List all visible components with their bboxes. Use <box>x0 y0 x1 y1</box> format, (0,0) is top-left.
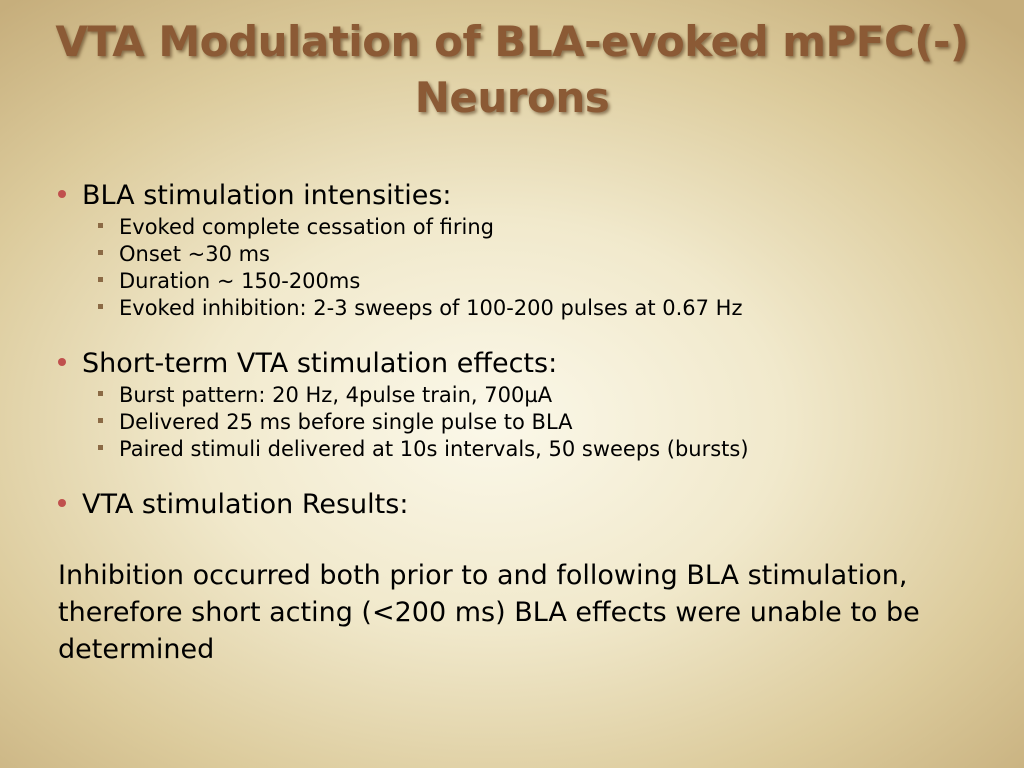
bullet-text: VTA stimulation Results: <box>82 489 409 520</box>
sublist-vta-effects <box>98 382 978 463</box>
sub-bullet <box>98 268 978 295</box>
sublist-bla-stimulation <box>98 214 978 322</box>
bullet-bla-stimulation <box>58 178 978 214</box>
sub-bullet-text: Burst pattern: 20 Hz, 4pulse train, 700µA <box>119 383 553 407</box>
square-bullet-icon <box>98 418 103 423</box>
bullet-vta-effects <box>58 346 978 382</box>
bullet-dot-icon <box>58 499 66 507</box>
square-bullet-icon <box>98 223 103 228</box>
conclusion-paragraph: Inhibition occurred both prior to and following BLA stimulation, therefore short acting (<200 ms) BLA effects were unable to be determined <box>58 560 920 665</box>
sub-bullet <box>98 295 978 322</box>
square-bullet-icon <box>98 391 103 396</box>
bullet-text: Short-term VTA stimulation effects: <box>82 348 558 379</box>
square-bullet-icon <box>98 304 103 309</box>
sub-bullet-text: Delivered 25 ms before single pulse to BLA <box>119 410 573 434</box>
sub-bullet <box>98 436 978 463</box>
slide-title: VTA Modulation of BLA-evoked mPFC(-) Neurons <box>55 17 969 122</box>
bullet-dot-icon <box>58 358 66 366</box>
square-bullet-icon <box>98 277 103 282</box>
bullet-vta-results <box>58 487 978 523</box>
sub-bullet <box>98 382 978 409</box>
bullet-dot-icon <box>58 190 66 198</box>
sub-bullet <box>98 214 978 241</box>
sub-bullet-text: Onset ~30 ms <box>119 242 270 266</box>
sub-bullet <box>98 241 978 268</box>
sub-bullet-text: Evoked complete cessation of firing <box>119 215 495 239</box>
bullet-text: BLA stimulation intensities: <box>82 180 452 211</box>
sub-bullet-text: Evoked inhibition: 2-3 sweeps of 100-200 pulses at 0.67 Hz <box>119 296 743 320</box>
sub-bullet-text: Paired stimuli delivered at 10s intervals, 50 sweeps (bursts) <box>119 437 749 461</box>
square-bullet-icon <box>98 445 103 450</box>
square-bullet-icon <box>98 250 103 255</box>
slide-content <box>58 178 978 668</box>
sub-bullet <box>98 409 978 436</box>
sub-bullet-text: Duration ~ 150-200ms <box>119 269 361 293</box>
